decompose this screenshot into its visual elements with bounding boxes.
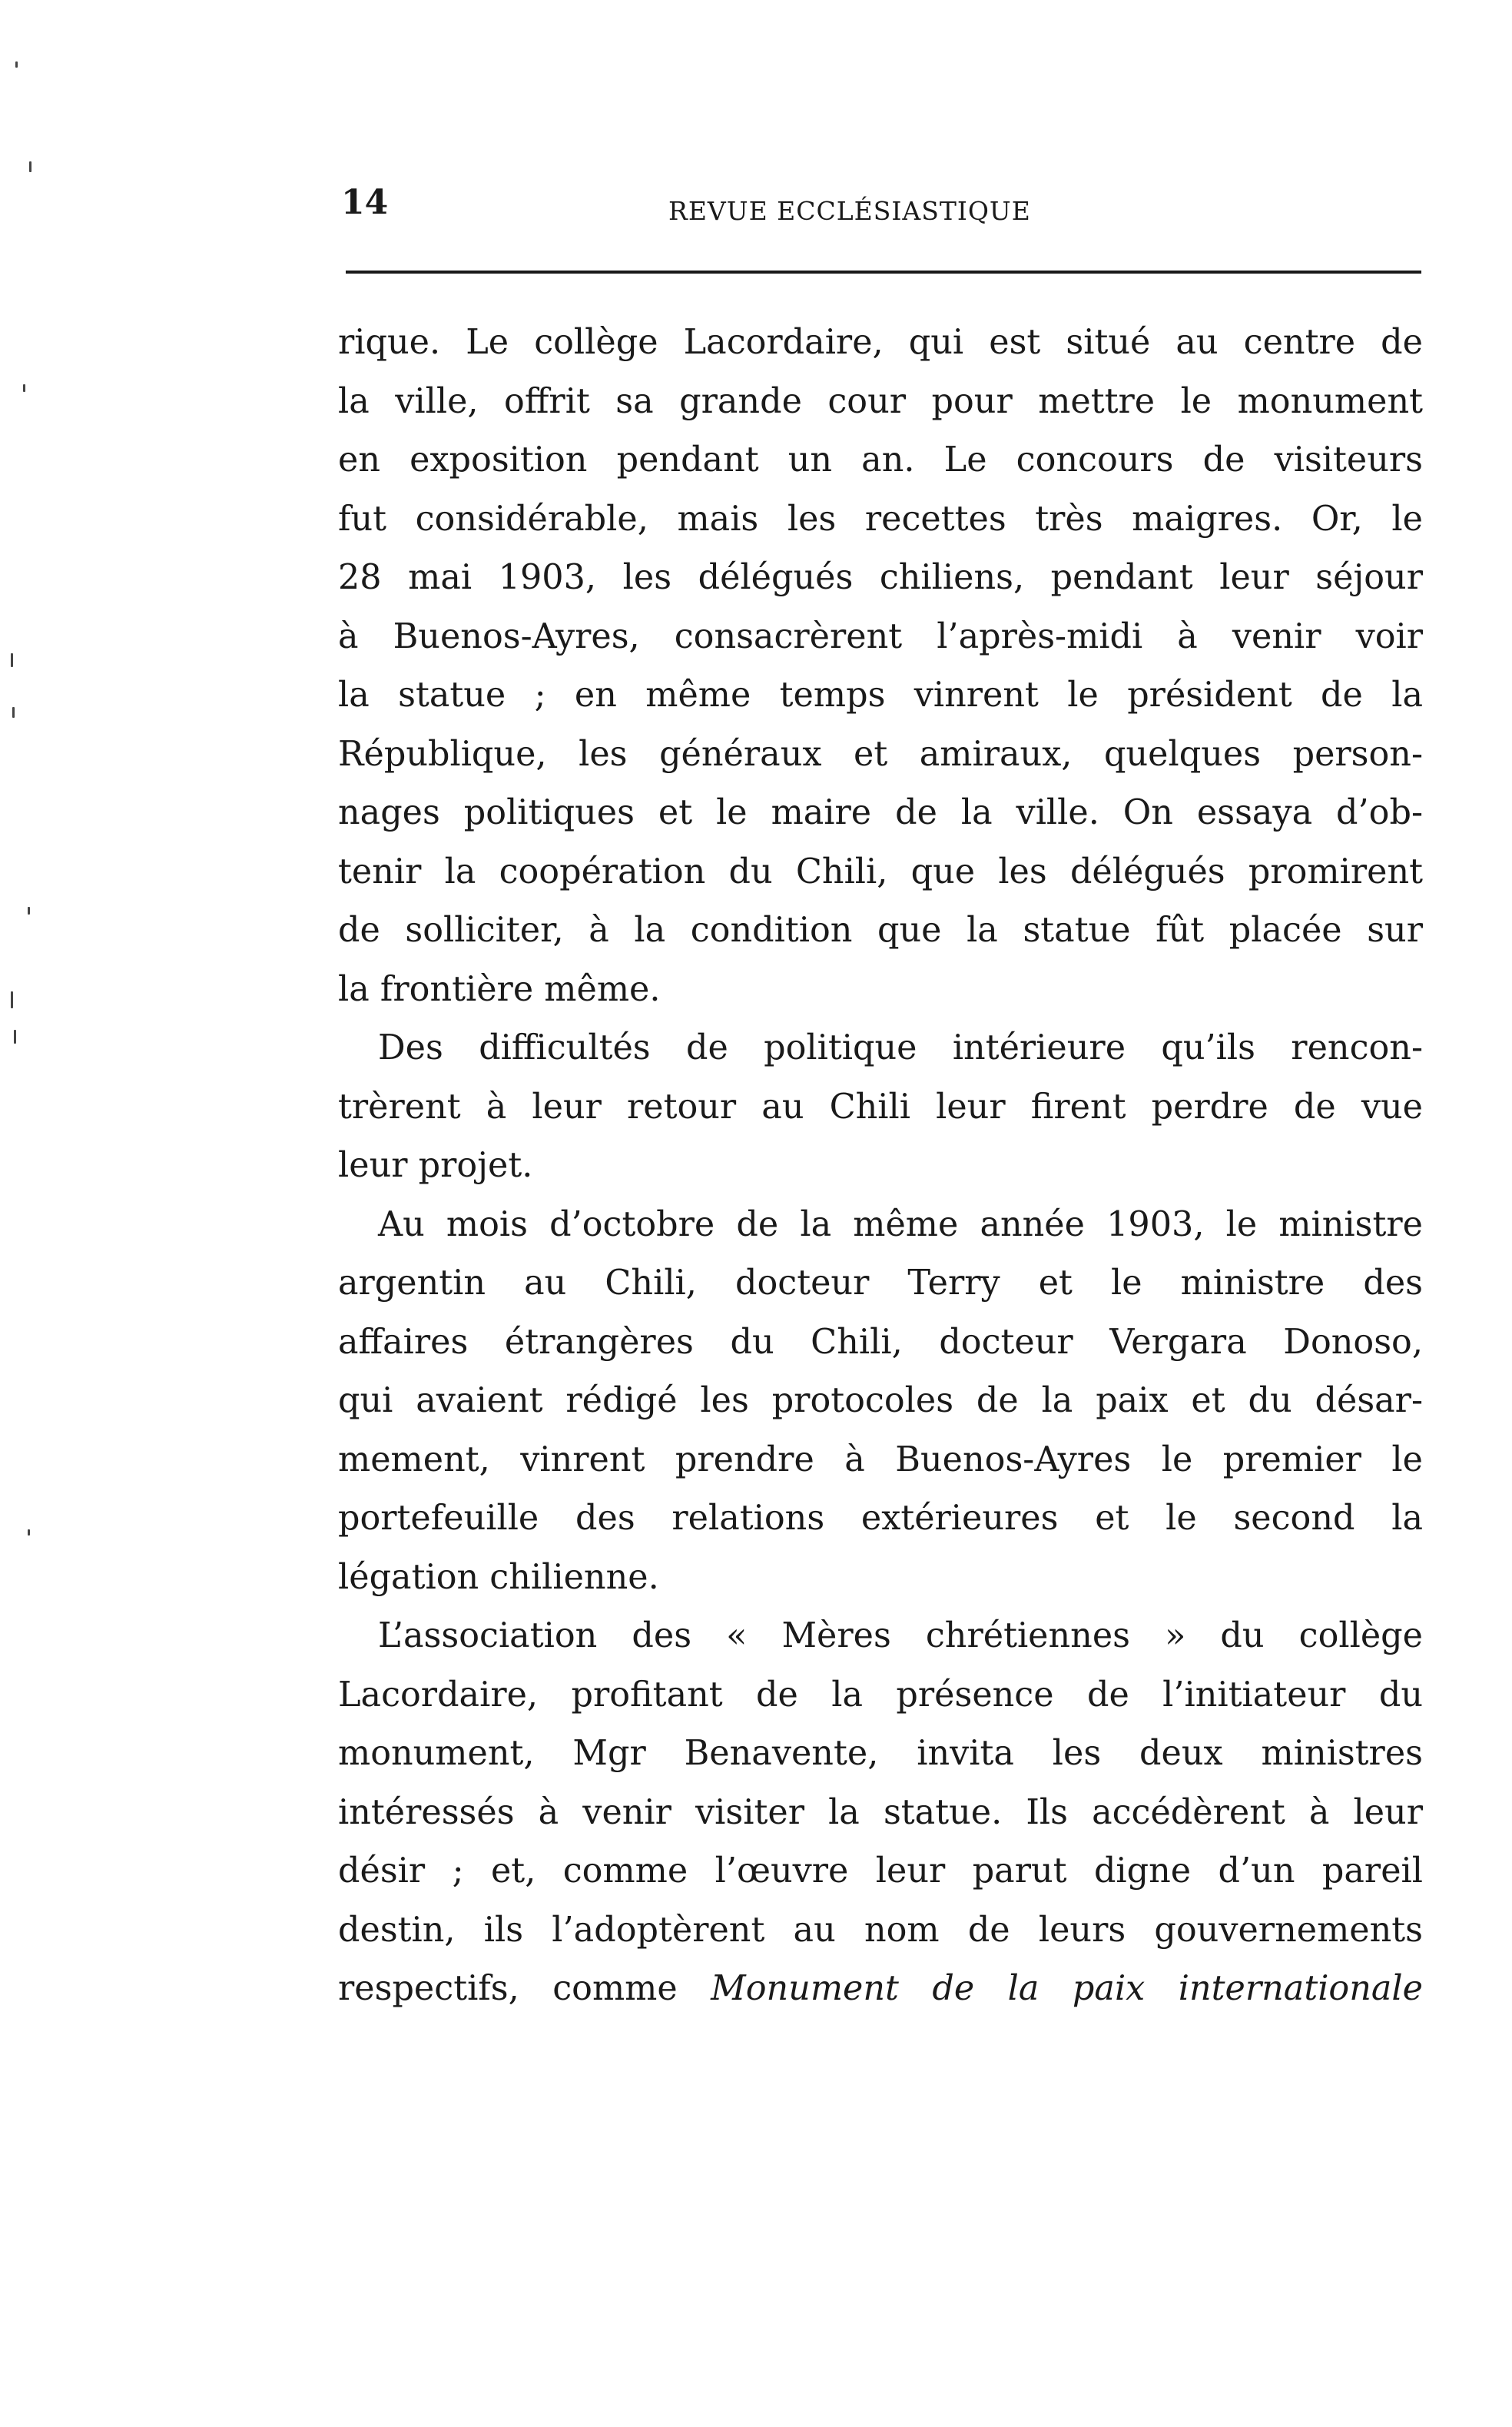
header-rule bbox=[346, 271, 1421, 274]
paragraph-1 bbox=[338, 314, 1423, 1019]
text-line: à Buenos-Ayres, consacrèrent l’après-midi à venir voir bbox=[338, 616, 1423, 656]
paragraph-3 bbox=[338, 1196, 1423, 1608]
text-line: la ville, offrit sa grande cour pour mettre le monument bbox=[338, 381, 1423, 421]
text-line: légation chilienne. bbox=[338, 1557, 659, 1597]
text-line: la statue ; en même temps vinrent le président de la bbox=[338, 676, 1423, 715]
text-line: Au mois d’octobre de la même année 1903, le ministre bbox=[378, 1204, 1423, 1244]
body-text bbox=[338, 314, 1423, 2019]
scan-speck bbox=[28, 907, 30, 915]
text-line: Des difficultés de politique intérieure qu’ils rencon- bbox=[378, 1028, 1423, 1067]
text-line: destin, ils l’adoptèrent au nom de leurs gouvernements bbox=[338, 1910, 1423, 1950]
scan-speck bbox=[11, 991, 13, 1008]
scan-speck bbox=[12, 707, 15, 718]
text-line: argentin au Chili, docteur Terry et le ministre des bbox=[338, 1263, 1423, 1303]
text-line: qui avaient rédigé les protocoles de la paix et du désar- bbox=[338, 1381, 1423, 1420]
text-line: leur projet. bbox=[338, 1146, 533, 1185]
scan-speck bbox=[28, 1529, 30, 1536]
text-line: Lacordaire, profitant de la présence de l’initiateur du bbox=[338, 1675, 1423, 1715]
text-line: L’association des « Mères chrétiennes » du collège bbox=[378, 1616, 1423, 1655]
scan-speck bbox=[23, 384, 25, 392]
text-line: trèrent à leur retour au Chili leur firent perdre de vue bbox=[338, 1087, 1423, 1127]
text-line: désir ; et, comme l’œuvre leur parut digne d’un pareil bbox=[338, 1851, 1423, 1891]
text-italic-title: Monument de la paix internationale bbox=[711, 1969, 1423, 2008]
text-plain: respectifs, comme bbox=[338, 1969, 711, 2008]
text-line: tenir la coopération du Chili, que les délégués promirent bbox=[338, 852, 1423, 891]
text-line: monument, Mgr Benavente, invita les deux ministres bbox=[338, 1734, 1423, 1773]
text-line: portefeuille des relations extérieures et le second la bbox=[338, 1499, 1423, 1538]
running-title: REVUE ECCLÉSIASTIQUE bbox=[668, 196, 1031, 226]
scan-speck bbox=[11, 653, 13, 667]
scan-speck bbox=[14, 1030, 16, 1044]
text-line: en exposition pendant un an. Le concours de visiteurs bbox=[338, 440, 1423, 480]
text-line: 28 mai 1903, les délégués chiliens, pendant leur séjour bbox=[338, 558, 1423, 597]
text-line: intéressés à venir visiter la statue. Ils accédèrent à leur bbox=[338, 1792, 1423, 1832]
text-line: République, les généraux et amiraux, quelques person- bbox=[338, 734, 1423, 774]
paragraph-2 bbox=[338, 1019, 1423, 1196]
text-line: rique. Le collège Lacordaire, qui est situé au centre de bbox=[338, 323, 1423, 362]
text-line: la frontière même. bbox=[338, 969, 661, 1009]
text-line: nages politiques et le maire de la ville. On essaya d’ob- bbox=[338, 793, 1423, 832]
text-line: fut considérable, mais les recettes très maigres. Or, le bbox=[338, 499, 1423, 539]
paragraph-4 bbox=[338, 1607, 1423, 2019]
text-line-final bbox=[338, 1960, 1423, 2019]
scan-speck bbox=[29, 161, 32, 172]
scan-speck bbox=[15, 61, 18, 68]
text-line: mement, vinrent prendre à Buenos-Ayres le premier le bbox=[338, 1439, 1423, 1479]
text-line: affaires étrangères du Chili, docteur Vergara Donoso, bbox=[338, 1322, 1423, 1362]
page-number: 14 bbox=[341, 183, 389, 222]
text-line: de solliciter, à la condition que la statue fût placée sur bbox=[338, 911, 1423, 950]
